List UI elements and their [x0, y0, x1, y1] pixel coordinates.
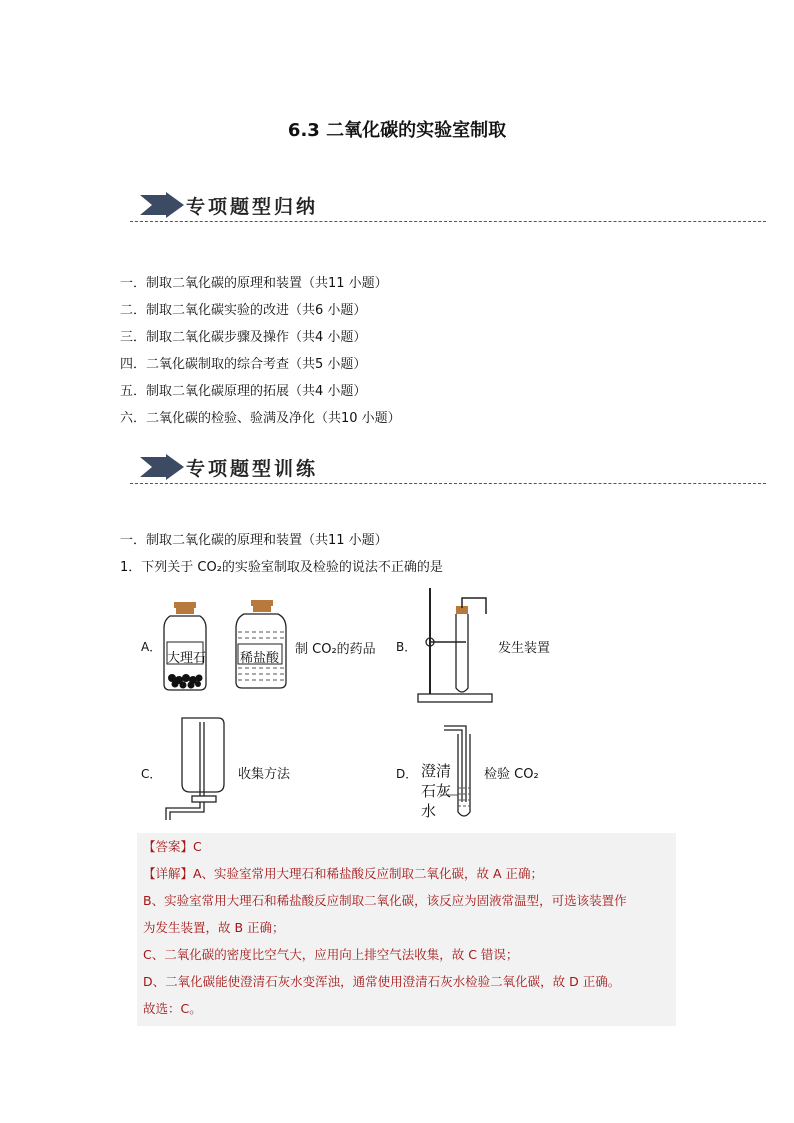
section-heading: 一．制取二氧化碳的原理和装置（共11 小题）: [120, 533, 388, 548]
training-banner: [130, 450, 766, 486]
arrow-icon: [140, 192, 184, 218]
answer-line: 故选：C。: [143, 1001, 202, 1016]
option-d-caption: 检验 CO₂: [484, 767, 539, 782]
answer-line: 为发生装置，故 B 正确；: [143, 920, 285, 935]
toc-item: 五．制取二氧化碳原理的拓展（共4 小题）: [120, 384, 367, 399]
toc-item: 二．制取二氧化碳实验的改进（共6 小题）: [120, 303, 367, 318]
answer-line: D、二氧化碳能使澄清石灰水变浑浊，通常使用澄清石灰水检验二氧化碳，故 D 正确。: [143, 974, 621, 989]
lime-water-label-line: 水: [421, 802, 437, 820]
jar-label-marble: 大理石: [167, 651, 207, 666]
option-c-label: C．: [141, 767, 162, 781]
toc-item: 一．制取二氧化碳的原理和装置（共11 小题）: [120, 276, 388, 291]
generator-apparatus-figure: [416, 584, 496, 706]
question-stem: 1．下列关于 CO₂的实验室制取及检验的说法不正确的是: [120, 560, 443, 575]
divider: [130, 483, 766, 484]
option-b-caption: 发生装置: [498, 641, 551, 656]
option-b-label: B．: [396, 640, 417, 654]
option-c-caption: 收集方法: [238, 767, 291, 782]
test-tube-figure: [440, 722, 480, 822]
toc-list: [120, 275, 401, 437]
reagent-bottles-figure: [160, 598, 294, 694]
arrow-icon: [140, 454, 184, 480]
toc-item: 三．制取二氧化碳步骤及操作（共4 小题）: [120, 330, 367, 345]
lime-water-label-line: 澄清: [421, 762, 452, 780]
banner-label: 专项题型训练: [186, 458, 319, 480]
answer-line: B、实验室常用大理石和稀盐酸反应制取二氧化碳，该反应为固液常温型，可选该装置作: [143, 893, 627, 908]
summary-banner: [130, 188, 766, 224]
toc-item: 四．二氧化碳制取的综合考查（共5 小题）: [120, 357, 367, 372]
divider: [130, 221, 766, 222]
answer-line: 【答案】C: [143, 839, 202, 854]
answer-line: 【详解】A、实验室常用大理石和稀盐酸反应制取二氧化碳，故 A 正确；: [143, 866, 544, 881]
answer-line: C、二氧化碳的密度比空气大，应用向上排空气法收集，故 C 错误；: [143, 947, 519, 962]
page-title: 6.3 二氧化碳的实验室制取: [287, 120, 507, 141]
option-d-label: D．: [396, 767, 418, 781]
jar-label-acid: 稀盐酸: [240, 651, 280, 666]
option-a-label: A．: [141, 640, 162, 654]
banner-label: 专项题型归纳: [186, 196, 319, 218]
toc-item: 六．二氧化碳的检验、验满及净化（共10 小题）: [120, 411, 401, 426]
answer-panel: [137, 833, 676, 1026]
option-a-caption: 制 CO₂的药品: [295, 642, 376, 657]
lime-water-label-line: 石灰: [421, 782, 452, 800]
gas-collection-figure: [160, 714, 230, 822]
